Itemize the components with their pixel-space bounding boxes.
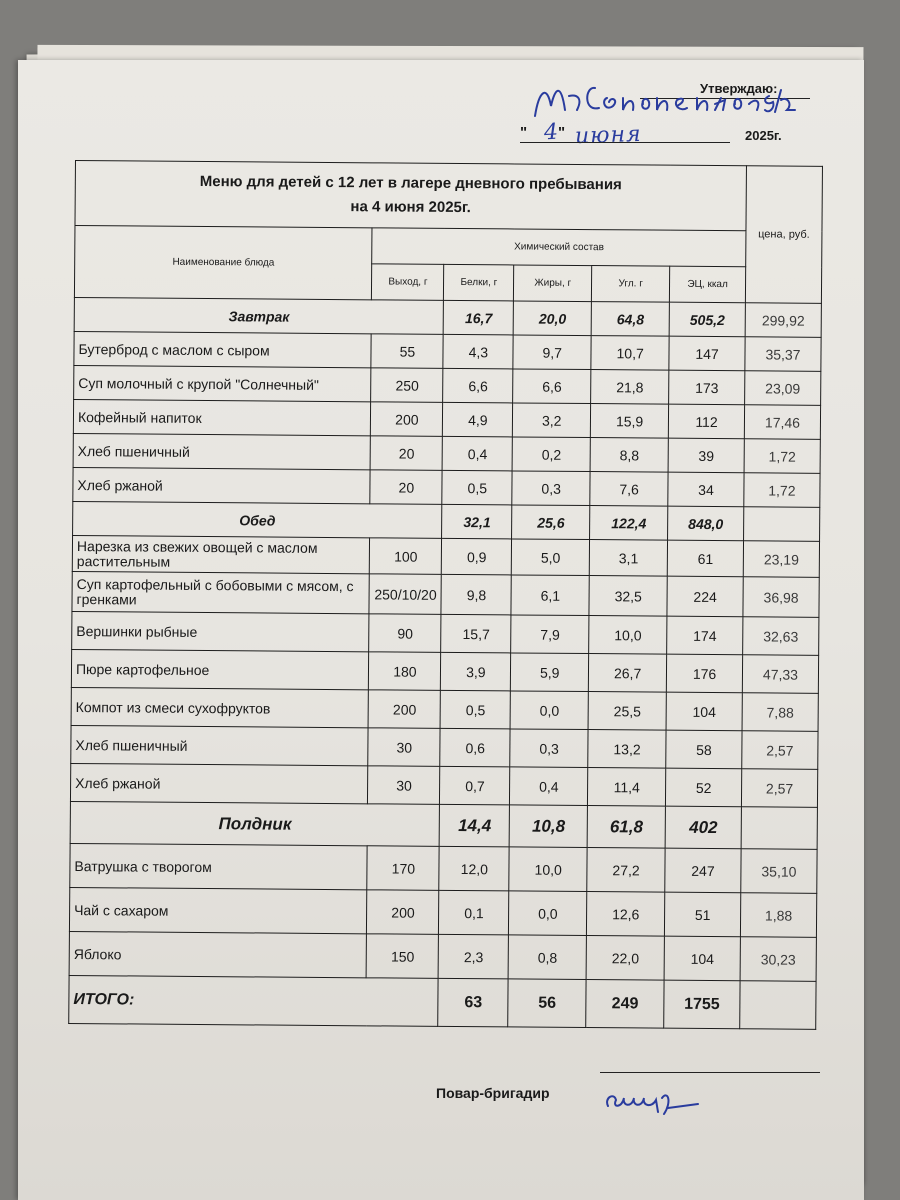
dish-price: 35,37 xyxy=(745,337,821,372)
dish-carbs: 10,7 xyxy=(591,336,669,371)
dish-name: Бутерброд с маслом с сыром xyxy=(74,331,372,367)
section-carbs: 64,8 xyxy=(591,302,669,337)
dish-carbs: 11,4 xyxy=(588,768,666,807)
total-label: ИТОГО: xyxy=(69,975,439,1026)
approval-signature xyxy=(525,76,815,126)
total-price xyxy=(740,981,816,1030)
dish-fat: 0,3 xyxy=(510,729,588,768)
total-fat: 56 xyxy=(508,979,586,1028)
dish-protein: 0,6 xyxy=(440,728,510,767)
dish-price: 7,88 xyxy=(742,693,818,732)
dish-price: 1,72 xyxy=(744,473,820,508)
section-fat: 10,8 xyxy=(509,805,587,848)
dish-name: Хлеб ржаной xyxy=(73,467,371,503)
dish-kcal: 112 xyxy=(668,404,744,439)
table-row xyxy=(70,843,817,893)
dish-price: 47,33 xyxy=(742,655,818,694)
dish-output: 20 xyxy=(370,470,442,505)
dish-price: 32,63 xyxy=(743,617,819,656)
dish-carbs: 25,5 xyxy=(588,692,666,731)
header-dish: Наименование блюда xyxy=(74,226,372,300)
dish-fat: 7,9 xyxy=(511,615,589,654)
dish-price: 23,19 xyxy=(743,541,819,578)
header-kcal: ЭЦ, ккал xyxy=(670,266,746,303)
dish-output: 90 xyxy=(369,614,441,653)
dish-protein: 0,5 xyxy=(440,690,510,729)
dish-name: Суп молочный с крупой "Солнечный" xyxy=(74,365,372,401)
header-output: Выход, г xyxy=(372,264,444,301)
dish-protein: 0,1 xyxy=(439,890,509,935)
date-month: июня xyxy=(574,121,643,150)
section-kcal: 848,0 xyxy=(668,506,744,541)
section-price xyxy=(741,807,817,850)
dish-fat: 3,2 xyxy=(513,403,591,438)
cook-signature xyxy=(598,1078,718,1118)
dish-name: Суп картофельный с бобовыми с мясом, с гренками xyxy=(72,571,370,613)
menu-title-line1: Меню для детей с 12 лет в лагере дневного пребывания xyxy=(199,172,622,194)
approval-label: Утверждаю: xyxy=(700,81,778,96)
dish-output: 30 xyxy=(368,766,440,805)
dish-price: 2,57 xyxy=(742,731,818,770)
dish-carbs: 21,8 xyxy=(591,370,669,405)
header-carbs: Угл. г xyxy=(592,266,670,303)
dish-kcal: 104 xyxy=(666,692,742,731)
table-row xyxy=(69,931,816,981)
dish-carbs: 15,9 xyxy=(591,404,669,439)
dish-name: Хлеб пшеничный xyxy=(73,433,371,469)
dish-price: 23,09 xyxy=(745,371,821,406)
section-carbs: 61,8 xyxy=(587,806,665,849)
dish-protein: 0,4 xyxy=(442,436,512,471)
dish-carbs: 10,0 xyxy=(589,616,667,655)
dish-output: 55 xyxy=(371,334,443,369)
total-row xyxy=(69,975,816,1029)
dish-protein: 15,7 xyxy=(441,614,511,653)
dish-price: 1,88 xyxy=(740,893,816,938)
dish-protein: 12,0 xyxy=(439,846,509,891)
section-kcal: 402 xyxy=(665,806,741,849)
date-line xyxy=(520,142,730,143)
dish-fat: 0,0 xyxy=(509,891,587,936)
header-protein: Белки, г xyxy=(444,264,514,301)
dish-name: Пюре картофельное xyxy=(71,649,369,689)
dish-output: 20 xyxy=(371,436,443,471)
dish-fat: 0,0 xyxy=(510,691,588,730)
section-fat: 25,6 xyxy=(512,505,590,540)
dish-protein: 6,6 xyxy=(443,368,513,403)
section-label: Полдник xyxy=(70,801,440,846)
dish-carbs: 22,0 xyxy=(586,936,664,981)
dish-output: 180 xyxy=(369,652,441,691)
dish-output: 100 xyxy=(370,538,442,575)
dish-protein: 9,8 xyxy=(441,574,511,615)
dish-protein: 4,9 xyxy=(443,402,513,437)
total-carbs: 249 xyxy=(586,980,664,1029)
dish-fat: 5,9 xyxy=(511,653,589,692)
dish-output: 200 xyxy=(368,690,440,729)
dish-protein: 0,7 xyxy=(440,766,510,805)
section-label: Завтрак xyxy=(74,297,444,334)
dish-protein: 0,5 xyxy=(442,470,512,505)
dish-output: 30 xyxy=(368,728,440,767)
dish-name: Хлеб ржаной xyxy=(70,763,368,803)
dish-fat: 5,0 xyxy=(512,539,590,576)
dish-kcal: 51 xyxy=(665,892,741,937)
table-row xyxy=(72,571,819,617)
dish-output: 250 xyxy=(371,368,443,403)
section-protein: 32,1 xyxy=(442,504,512,539)
dish-kcal: 61 xyxy=(667,540,743,577)
dish-name: Компот из смеси сухофруктов xyxy=(71,687,369,727)
table-row xyxy=(71,649,818,693)
section-protein: 16,7 xyxy=(444,300,514,335)
dish-name: Вершинки рыбные xyxy=(72,611,370,651)
section-label: Обед xyxy=(73,501,443,538)
dish-carbs: 7,6 xyxy=(590,472,668,507)
dish-price: 1,72 xyxy=(744,439,820,474)
cook-label: Повар-бригадир xyxy=(436,1085,550,1101)
dish-output: 170 xyxy=(367,846,439,891)
menu-title xyxy=(75,161,747,231)
dish-kcal: 58 xyxy=(666,730,742,769)
dish-name: Яблоко xyxy=(69,931,367,977)
dish-kcal: 174 xyxy=(667,616,743,655)
section-price: 299,92 xyxy=(745,303,821,338)
dish-output: 150 xyxy=(367,934,439,979)
dish-kcal: 39 xyxy=(668,438,744,473)
dish-kcal: 104 xyxy=(664,936,740,981)
section-carbs: 122,4 xyxy=(590,506,668,541)
dish-name: Ватрушка с творогом xyxy=(70,843,368,889)
dish-carbs: 12,6 xyxy=(587,892,665,937)
section-kcal: 505,2 xyxy=(669,302,745,337)
dish-protein: 0,9 xyxy=(442,538,512,575)
date-year: 2025г. xyxy=(745,128,782,143)
header-chem: Химический состав xyxy=(372,228,746,267)
dish-fat: 0,4 xyxy=(510,767,588,806)
date-quote-close: " xyxy=(558,124,566,141)
table-row xyxy=(74,365,821,405)
dish-output: 200 xyxy=(371,402,443,437)
dish-carbs: 8,8 xyxy=(590,438,668,473)
dish-kcal: 147 xyxy=(669,336,745,371)
dish-fat: 6,6 xyxy=(513,369,591,404)
section-breakfast xyxy=(74,297,821,337)
table-row xyxy=(73,399,820,439)
dish-name: Хлеб пшеничный xyxy=(71,725,369,765)
cook-signature-line xyxy=(600,1072,820,1073)
dish-price: 35,10 xyxy=(741,849,817,894)
menu-table xyxy=(68,160,823,1030)
dish-name: Кофейный напиток xyxy=(73,399,371,435)
dish-price: 30,23 xyxy=(740,937,816,982)
dish-kcal: 34 xyxy=(668,472,744,507)
dish-kcal: 224 xyxy=(667,576,743,617)
dish-fat: 10,0 xyxy=(509,847,587,892)
table-row xyxy=(74,331,821,371)
total-protein: 63 xyxy=(438,978,508,1027)
dish-price: 2,57 xyxy=(741,769,817,808)
dish-carbs: 13,2 xyxy=(588,730,666,769)
dish-protein: 3,9 xyxy=(441,652,511,691)
section-fat: 20,0 xyxy=(513,301,591,336)
menu-table-wrap xyxy=(68,160,835,1036)
dish-carbs: 3,1 xyxy=(589,540,667,577)
dish-fat: 0,8 xyxy=(508,935,586,980)
menu-title-line2: на 4 июня 2025г. xyxy=(350,198,471,217)
dish-fat: 9,7 xyxy=(513,335,591,370)
table-row xyxy=(71,725,818,769)
dish-output: 200 xyxy=(367,890,439,935)
header-price: цена, руб. xyxy=(745,166,822,304)
approval-date xyxy=(520,120,820,156)
dish-kcal: 176 xyxy=(666,654,742,693)
total-kcal: 1755 xyxy=(664,980,740,1029)
date-day: 4 xyxy=(543,119,559,146)
section-price xyxy=(744,507,820,542)
dish-carbs: 32,5 xyxy=(589,576,667,617)
dish-protein: 2,3 xyxy=(439,934,509,979)
table-row xyxy=(71,687,818,731)
dish-kcal: 173 xyxy=(669,370,745,405)
dish-protein: 4,3 xyxy=(443,334,513,369)
header-fat: Жиры, г xyxy=(514,265,592,302)
table-row xyxy=(72,611,819,655)
date-quote-open: " xyxy=(520,124,528,141)
dish-output: 250/10/20 xyxy=(369,574,441,615)
dish-fat: 0,2 xyxy=(512,437,590,472)
dish-name: Нарезка из свежих овощей с маслом растительным xyxy=(72,535,370,573)
section-protein: 14,4 xyxy=(440,804,510,847)
dish-carbs: 26,7 xyxy=(589,654,667,693)
dish-fat: 6,1 xyxy=(511,575,589,616)
dish-kcal: 52 xyxy=(666,768,742,807)
section-snack xyxy=(70,801,817,849)
table-row xyxy=(72,535,819,577)
dish-name: Чай с сахаром xyxy=(69,887,367,933)
dish-price: 36,98 xyxy=(743,577,819,618)
dish-carbs: 27,2 xyxy=(587,848,665,893)
dish-price: 17,46 xyxy=(744,405,820,440)
table-row xyxy=(69,887,816,937)
table-row xyxy=(70,763,817,807)
dish-kcal: 247 xyxy=(665,848,741,893)
dish-fat: 0,3 xyxy=(512,471,590,506)
